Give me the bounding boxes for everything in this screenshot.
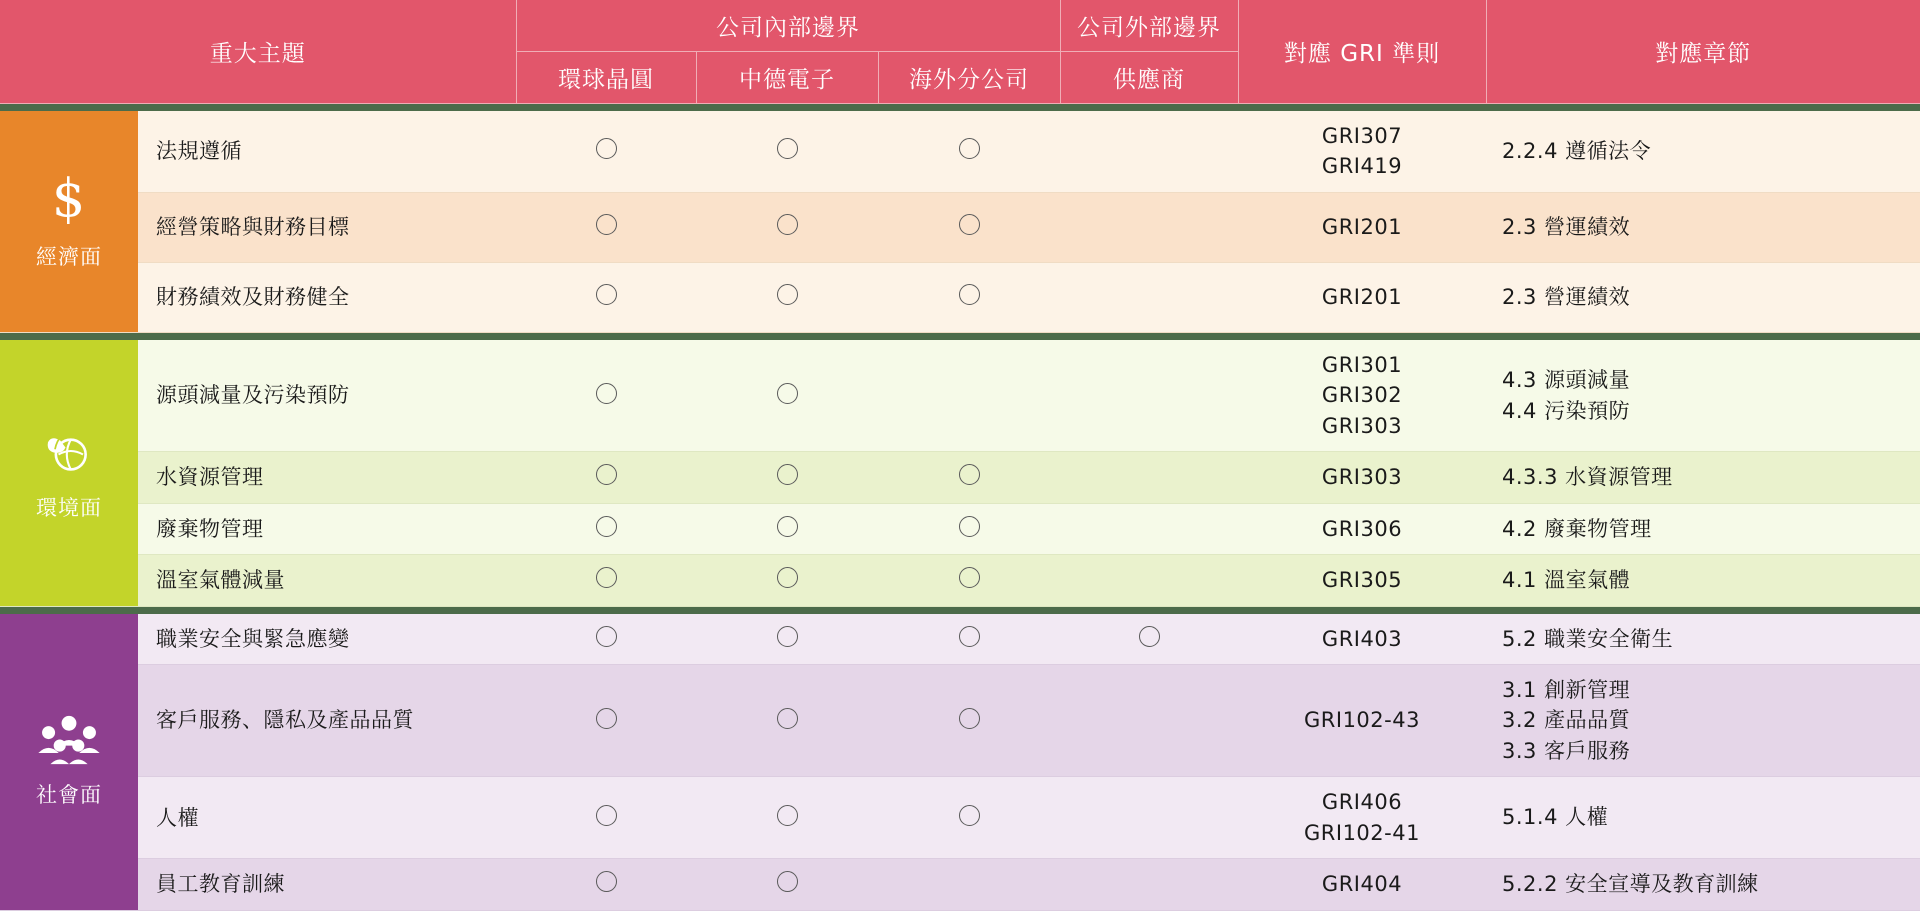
table-row <box>0 555 1920 606</box>
header-external-1: 供應商 <box>1060 52 1238 104</box>
circle-icon <box>959 516 980 537</box>
boundary-mark-2 <box>696 777 878 859</box>
boundary-mark-1 <box>516 859 696 910</box>
boundary-mark-4 <box>1060 111 1238 192</box>
circle-icon <box>777 805 798 826</box>
dollar-sign-icon <box>41 172 97 233</box>
topic-name: 客戶服務、隱私及產品品質 <box>138 664 516 776</box>
category-cell-environment <box>0 340 138 606</box>
header-internal-1: 環球晶圓 <box>516 52 696 104</box>
boundary-mark-3 <box>878 859 1060 910</box>
circle-icon <box>959 708 980 729</box>
topic-name: 經營策略與財務目標 <box>138 192 516 262</box>
header-external-group: 公司外部邊界 <box>1060 0 1238 52</box>
chapter-reference: 5.2 職業安全衛生 <box>1486 614 1920 665</box>
table-row <box>0 262 1920 332</box>
circle-icon <box>596 805 617 826</box>
boundary-mark-2 <box>696 503 878 554</box>
section-divider-bar <box>0 104 1920 112</box>
header-gri: 對應 GRI 準則 <box>1238 0 1486 104</box>
circle-icon <box>777 708 798 729</box>
people-group-icon <box>33 714 105 771</box>
boundary-mark-4 <box>1060 777 1238 859</box>
chapter-reference: 5.2.2 安全宣導及教育訓練 <box>1486 859 1920 910</box>
leaf-globe-icon <box>41 423 97 484</box>
svg-text:$: $ <box>51 171 87 228</box>
chapter-reference: 3.1 創新管理 3.2 產品品質 3.3 客戶服務 <box>1486 664 1920 776</box>
chapter-reference: 4.2 廢棄物管理 <box>1486 503 1920 554</box>
section-divider-bar <box>0 606 1920 614</box>
chapter-reference: 2.3 營運績效 <box>1486 262 1920 332</box>
boundary-mark-4 <box>1060 614 1238 665</box>
circle-icon <box>777 516 798 537</box>
table-row <box>0 859 1920 910</box>
circle-icon <box>777 138 798 159</box>
boundary-mark-1 <box>516 262 696 332</box>
table-row <box>0 664 1920 776</box>
chapter-reference: 5.1.4 人權 <box>1486 777 1920 859</box>
boundary-mark-3 <box>878 777 1060 859</box>
circle-icon <box>596 871 617 892</box>
gri-standard: GRI306 <box>1238 503 1486 554</box>
topic-name: 職業安全與緊急應變 <box>138 614 516 665</box>
header-topic: 重大主題 <box>0 0 516 104</box>
header-internal-2: 中德電子 <box>696 52 878 104</box>
circle-icon <box>596 516 617 537</box>
circle-icon <box>777 567 798 588</box>
table-header <box>0 0 1920 104</box>
boundary-mark-3 <box>878 340 1060 452</box>
circle-icon <box>959 214 980 235</box>
circle-icon <box>596 383 617 404</box>
circle-icon <box>959 138 980 159</box>
table-row <box>0 777 1920 859</box>
boundary-mark-2 <box>696 111 878 192</box>
chapter-reference: 4.3 源頭減量 4.4 污染預防 <box>1486 340 1920 452</box>
circle-icon <box>777 383 798 404</box>
gri-standard: GRI102-43 <box>1238 664 1486 776</box>
category-label: 經濟面 <box>36 244 102 269</box>
boundary-mark-4 <box>1060 555 1238 606</box>
header-internal-3: 海外分公司 <box>878 52 1060 104</box>
circle-icon <box>596 708 617 729</box>
category-cell-economic <box>0 111 138 332</box>
topic-name: 廢棄物管理 <box>138 503 516 554</box>
section-divider <box>0 332 1920 340</box>
table-row <box>0 614 1920 665</box>
circle-icon <box>959 567 980 588</box>
topic-name: 財務績效及財務健全 <box>138 262 516 332</box>
boundary-mark-4 <box>1060 452 1238 503</box>
boundary-mark-2 <box>696 262 878 332</box>
boundary-mark-1 <box>516 340 696 452</box>
boundary-mark-1 <box>516 452 696 503</box>
circle-icon <box>596 464 617 485</box>
circle-icon <box>777 464 798 485</box>
chapter-reference: 2.2.4 遵循法令 <box>1486 111 1920 192</box>
gri-standard: GRI303 <box>1238 452 1486 503</box>
category-label: 社會面 <box>36 783 102 808</box>
boundary-mark-1 <box>516 503 696 554</box>
boundary-mark-2 <box>696 664 878 776</box>
boundary-mark-1 <box>516 614 696 665</box>
circle-icon <box>959 284 980 305</box>
topic-name: 源頭減量及污染預防 <box>138 340 516 452</box>
boundary-mark-2 <box>696 555 878 606</box>
table-row <box>0 503 1920 554</box>
circle-icon <box>1139 626 1160 647</box>
chapter-reference: 4.3.3 水資源管理 <box>1486 452 1920 503</box>
table-body <box>0 104 1920 911</box>
gri-standard: GRI201 <box>1238 192 1486 262</box>
boundary-mark-1 <box>516 664 696 776</box>
section-divider-bar <box>0 332 1920 340</box>
category-label: 環境面 <box>36 496 102 521</box>
circle-icon <box>959 805 980 826</box>
header-internal-group: 公司內部邊界 <box>516 0 1060 52</box>
circle-icon <box>596 284 617 305</box>
boundary-mark-2 <box>696 614 878 665</box>
boundary-mark-4 <box>1060 664 1238 776</box>
circle-icon <box>596 626 617 647</box>
boundary-mark-3 <box>878 111 1060 192</box>
boundary-mark-3 <box>878 664 1060 776</box>
boundary-mark-4 <box>1060 503 1238 554</box>
topic-name: 水資源管理 <box>138 452 516 503</box>
topic-name: 溫室氣體減量 <box>138 555 516 606</box>
chapter-reference: 4.1 溫室氣體 <box>1486 555 1920 606</box>
table-row <box>0 111 1920 192</box>
circle-icon <box>959 626 980 647</box>
boundary-mark-3 <box>878 262 1060 332</box>
chapter-reference: 2.3 營運績效 <box>1486 192 1920 262</box>
boundary-mark-4 <box>1060 262 1238 332</box>
boundary-mark-3 <box>878 452 1060 503</box>
circle-icon <box>777 284 798 305</box>
circle-icon <box>777 214 798 235</box>
circle-icon <box>777 871 798 892</box>
boundary-mark-3 <box>878 614 1060 665</box>
boundary-mark-3 <box>878 503 1060 554</box>
section-divider <box>0 104 1920 112</box>
header-chapter: 對應章節 <box>1486 0 1920 104</box>
boundary-mark-2 <box>696 859 878 910</box>
boundary-mark-4 <box>1060 859 1238 910</box>
circle-icon <box>777 626 798 647</box>
gri-standard: GRI406 GRI102-41 <box>1238 777 1486 859</box>
boundary-mark-1 <box>516 111 696 192</box>
circle-icon <box>596 567 617 588</box>
gri-standard: GRI403 <box>1238 614 1486 665</box>
gri-standard: GRI307 GRI419 <box>1238 111 1486 192</box>
boundary-mark-2 <box>696 452 878 503</box>
circle-icon <box>596 214 617 235</box>
boundary-mark-4 <box>1060 192 1238 262</box>
table-row <box>0 452 1920 503</box>
boundary-mark-2 <box>696 340 878 452</box>
table-row <box>0 340 1920 452</box>
category-cell-social <box>0 614 138 911</box>
circle-icon <box>596 138 617 159</box>
gri-standard: GRI301 GRI302 GRI303 <box>1238 340 1486 452</box>
topic-name: 人權 <box>138 777 516 859</box>
section-divider <box>0 606 1920 614</box>
boundary-mark-3 <box>878 192 1060 262</box>
boundary-mark-4 <box>1060 340 1238 452</box>
boundary-mark-1 <box>516 192 696 262</box>
circle-icon <box>959 464 980 485</box>
topic-name: 員工教育訓練 <box>138 859 516 910</box>
boundary-mark-1 <box>516 777 696 859</box>
gri-standard: GRI404 <box>1238 859 1486 910</box>
gri-standard: GRI201 <box>1238 262 1486 332</box>
boundary-mark-2 <box>696 192 878 262</box>
gri-standard: GRI305 <box>1238 555 1486 606</box>
topic-name: 法規遵循 <box>138 111 516 192</box>
boundary-mark-3 <box>878 555 1060 606</box>
boundary-mark-1 <box>516 555 696 606</box>
table-row <box>0 192 1920 262</box>
